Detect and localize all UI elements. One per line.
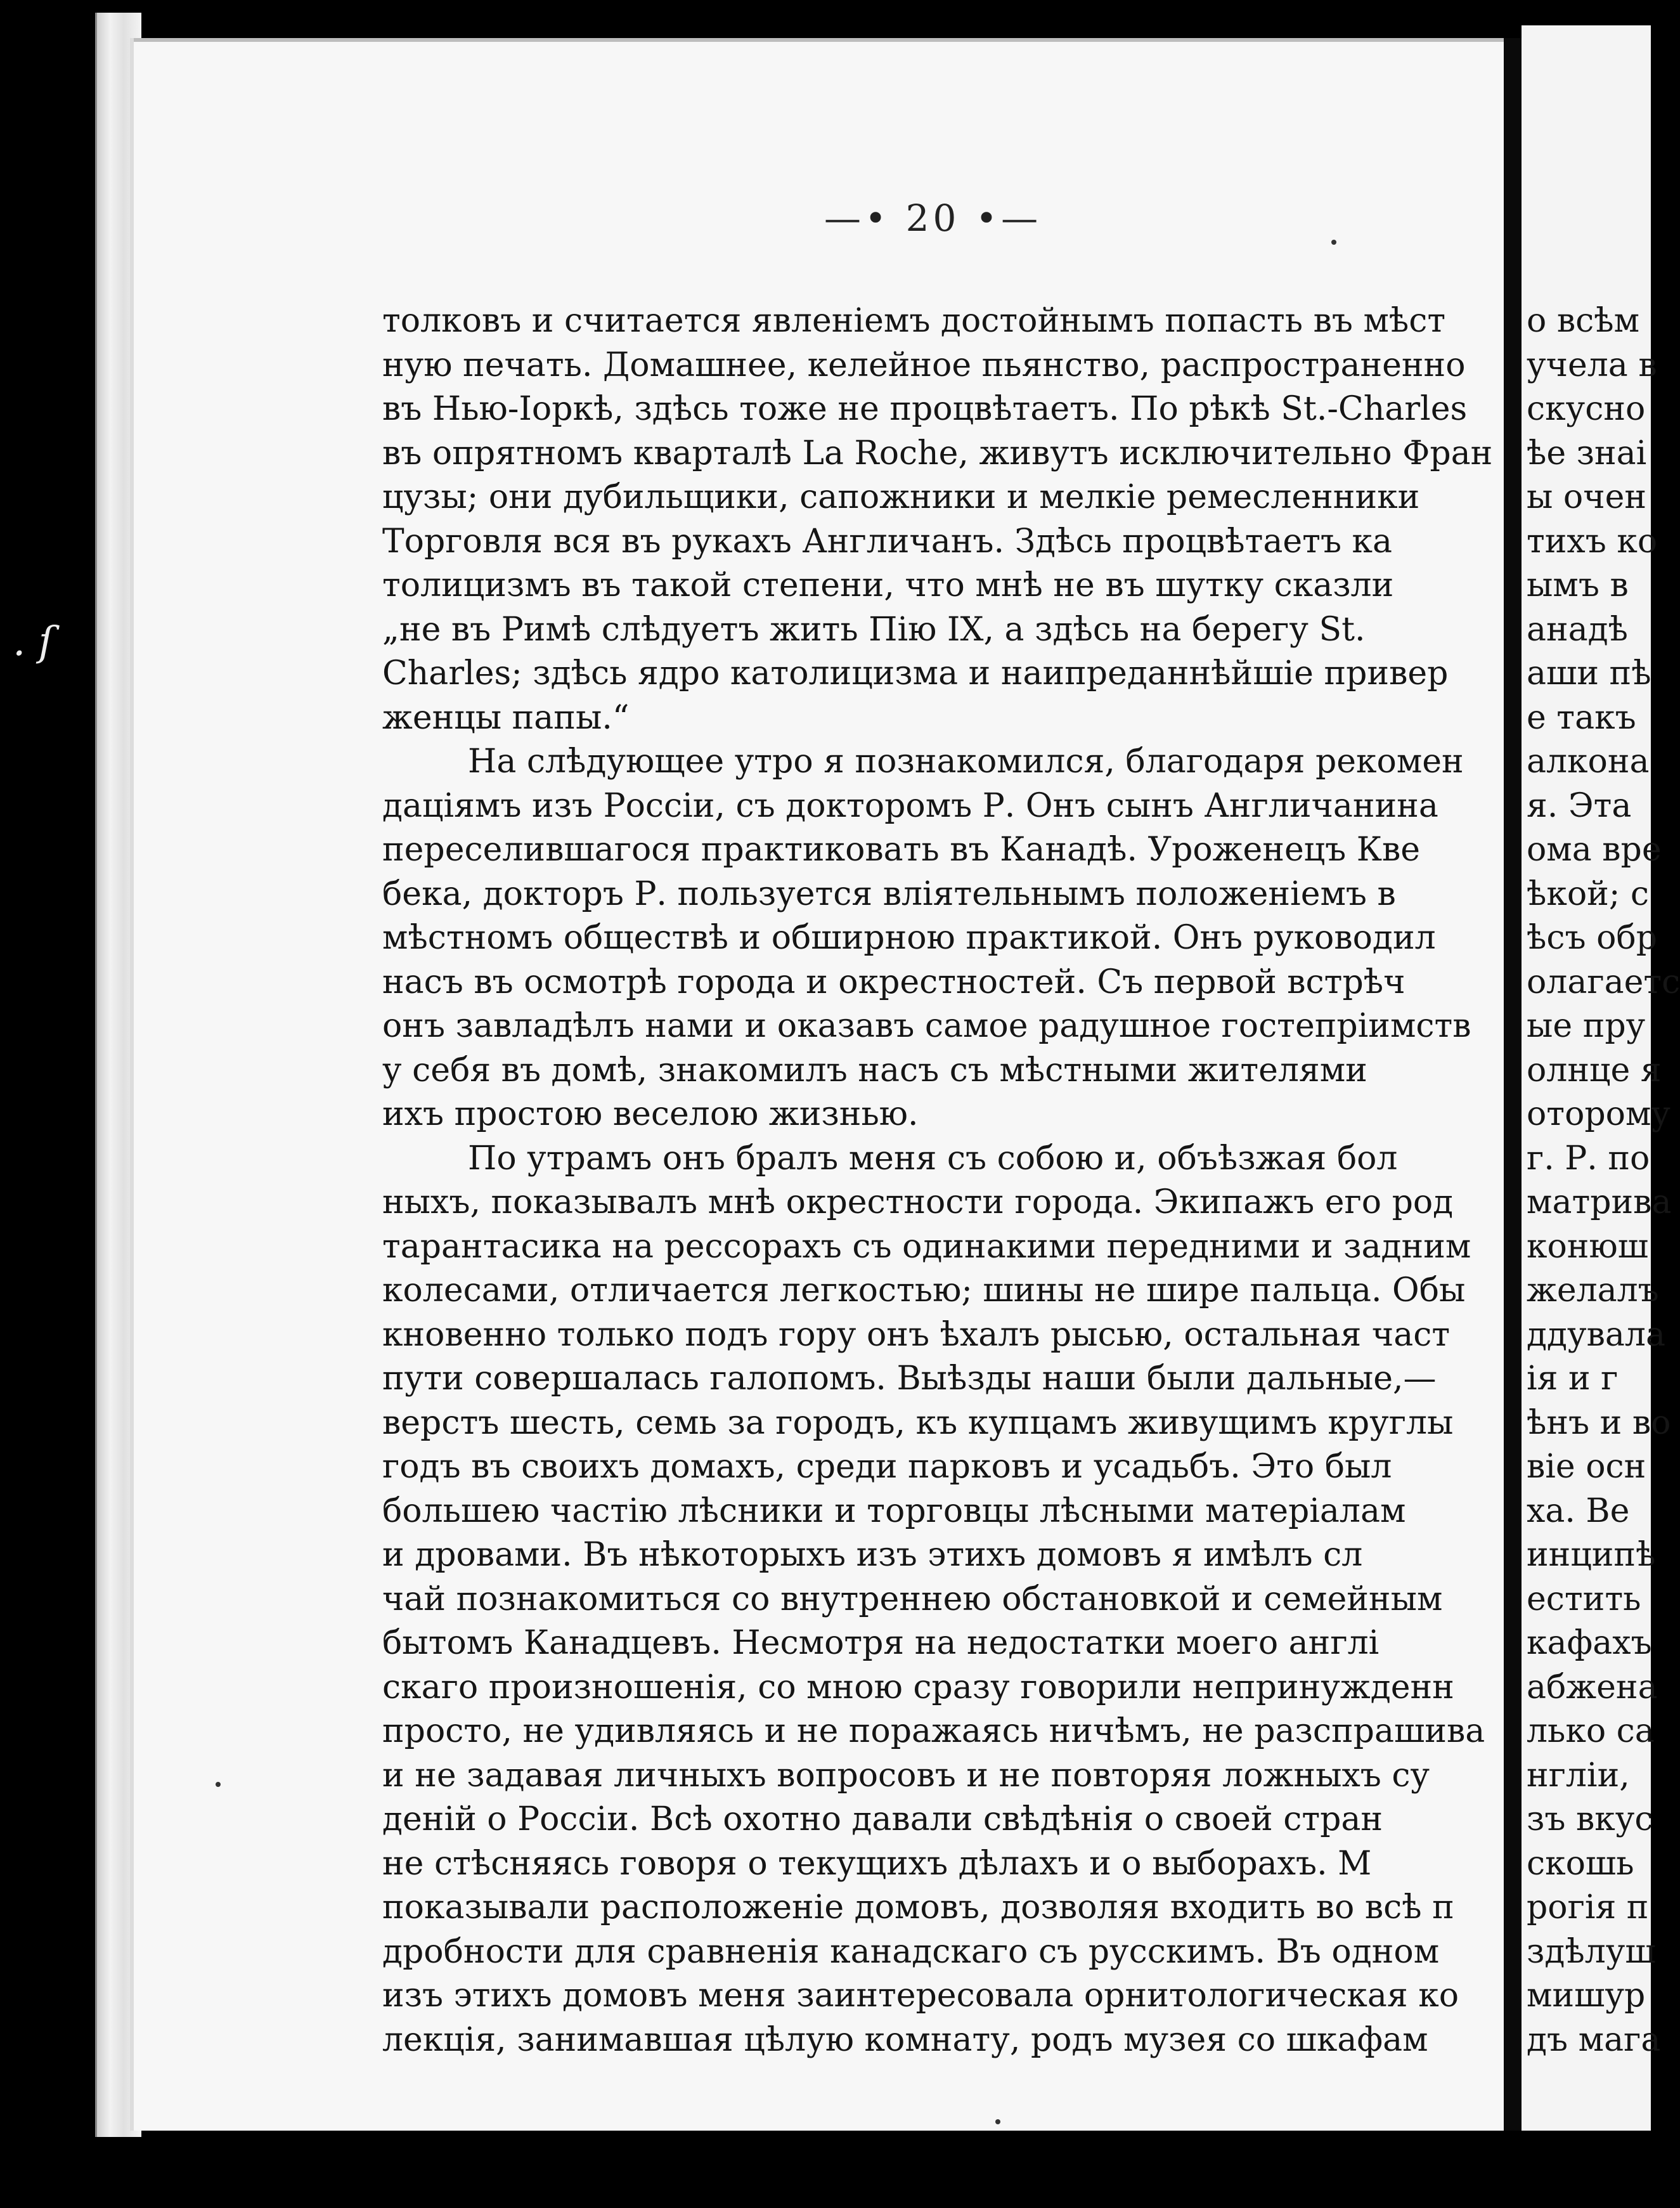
facing-text-line: віе осн: [1527, 1448, 1646, 1486]
text-line: въ Нью-Іоркѣ, здѣсь тоже не процвѣтаетъ. По рѣкѣ St.-Charles: [382, 390, 1468, 428]
text-line: въ опрятномъ кварталѣ La Roche, живутъ исключительно Фран: [382, 434, 1493, 472]
text-line: даціямъ изъ Россіи, съ докторомъ Р. Онъ сынъ Англичанина: [382, 786, 1438, 825]
facing-text-line: ія и г: [1527, 1360, 1619, 1398]
facing-text-line: о всѣм: [1527, 302, 1640, 340]
facing-text-line: тихъ ко: [1527, 522, 1658, 561]
facing-text-line: конюш: [1527, 1227, 1649, 1266]
facing-text-line: ѣнъ и во: [1527, 1403, 1671, 1442]
text-line: изъ этихъ домовъ меня заинтересовала орнитологическая ко: [382, 1977, 1459, 2015]
facing-text-line: ы очен: [1527, 478, 1647, 516]
text-line: тарантасика на рессорахъ съ одинакими передними и задним: [382, 1227, 1471, 1266]
text-line: чай познакомиться со внутреннею обстановкой и семейным: [382, 1580, 1443, 1618]
text-line: дробности для сравненія канадскаго съ русскимъ. Въ одном: [382, 1932, 1440, 1971]
facing-text-line: ѣсъ обр: [1527, 919, 1657, 957]
text-line: годъ въ своихъ домахъ, среди парковъ и усадьбъ. Это был: [382, 1448, 1392, 1486]
text-line: и не задавая личныхъ вопросовъ и не повторяя ложныхъ су: [382, 1756, 1430, 1795]
text-line: деній о Россіи. Всѣ охотно давали свѣдѣнія о своей стран: [382, 1800, 1383, 1838]
facing-text-line: дъ мага: [1527, 2020, 1661, 2059]
facing-text-line: учела в: [1527, 346, 1657, 384]
facing-text-line: естить: [1527, 1580, 1641, 1618]
text-line: цузы; они дубильщики, сапожники и мелкіе ремесленники: [382, 478, 1420, 516]
page-number-header: [824, 197, 1042, 240]
facing-text-line: ѣе знаі: [1527, 434, 1647, 472]
text-line: ихъ простою веселою жизнью.: [382, 1095, 919, 1133]
margin-mark: . ſ: [13, 618, 54, 665]
page-number-ornament-left: —•: [824, 197, 891, 240]
text-line: переселившагося практиковать въ Канадѣ. Уроженецъ Кве: [382, 831, 1421, 869]
facing-text-line: анадѣ: [1527, 610, 1629, 649]
text-line: бытомъ Канадцевъ. Несмотря на недостатки моего англі: [382, 1624, 1380, 1662]
text-line: лекція, занимавшая цѣлую комнату, родъ музея со шкафам: [382, 2020, 1428, 2059]
facing-page: [1522, 25, 1680, 2131]
facing-text-line: лько са: [1527, 1712, 1655, 1750]
text-line: верстъ шесть, семь за городъ, къ купцамъ живущимъ круглы: [382, 1403, 1454, 1442]
facing-text-line: аши пѣ: [1527, 654, 1651, 692]
page-number-ornament-right: •—: [975, 197, 1042, 240]
text-line: женцы папы.“: [382, 698, 630, 737]
ink-speck: [216, 1782, 221, 1787]
facing-text-line: ымъ в: [1527, 566, 1629, 604]
facing-text-line: оторому: [1527, 1095, 1671, 1133]
facing-text-line: мишур: [1527, 1977, 1646, 2015]
ink-speck: [1331, 240, 1336, 245]
text-line: мѣстномъ обществѣ и обширною практикой. Онъ руководил: [382, 919, 1436, 957]
text-line: у себя въ домѣ, знакомилъ насъ съ мѣстными жителями: [382, 1051, 1367, 1089]
text-line: и дровами. Въ нѣкоторыхъ изъ этихъ домовъ я имѣлъ сл: [382, 1536, 1363, 1574]
facing-text-line: кафахъ: [1527, 1624, 1652, 1662]
facing-text-line: е такъ: [1527, 698, 1636, 737]
facing-text-line: олагаетс: [1527, 963, 1680, 1001]
facing-text-line: здѣлуш: [1527, 1932, 1656, 1971]
facing-text-line: я. Эта: [1527, 786, 1632, 825]
text-line: не стѣсняясь говоря о текущихъ дѣлахъ и о выборахъ. М: [382, 1844, 1372, 1883]
text-line: „не въ Римѣ слѣдуетъ жить Пію IX, а здѣсь на берегу St.: [382, 610, 1366, 649]
text-line: ную печать. Домашнее, келейное пьянство, распространенно: [382, 346, 1466, 384]
facing-text-line: ые пру: [1527, 1007, 1646, 1045]
text-line: На слѣдующее утро я познакомился, благодаря рекомен: [468, 743, 1464, 781]
facing-text-line: скусно: [1527, 390, 1646, 428]
text-line: пути совершалась галопомъ. Выѣзды наши были дальные,—: [382, 1360, 1437, 1398]
text-line: онъ завладѣлъ нами и оказавъ самое радушное гостепріимств: [382, 1007, 1471, 1045]
book-gutter: [1504, 38, 1523, 2131]
facing-text-line: г. Р. по: [1527, 1139, 1650, 1178]
facing-text-line: олнце я: [1527, 1051, 1662, 1089]
text-line: показывали расположеніе домовъ, дозволяя входить во всѣ п: [382, 1888, 1454, 1926]
facing-text-line: ома вре: [1527, 831, 1662, 869]
facing-text-line: инципѣ: [1527, 1536, 1656, 1574]
facing-text-line: алкона: [1527, 743, 1650, 781]
text-line: Charles; здѣсь ядро католицизма и наипреданнѣйшіе привер: [382, 654, 1449, 692]
page-number: 20: [905, 197, 960, 240]
facing-text-line: ха. Ве: [1527, 1491, 1630, 1530]
text-line: просто, не удивляясь и не поражаясь ничѣмъ, не разспрашива: [382, 1712, 1485, 1750]
facing-text-line: матрива: [1527, 1183, 1672, 1221]
text-line: скаго произношенія, со мною сразу говорили непринужденн: [382, 1668, 1454, 1706]
text-line: ныхъ, показывалъ мнѣ окрестности города. Экипажъ его род: [382, 1183, 1454, 1221]
body-text: [382, 299, 1504, 2062]
facing-text-line: абжена: [1527, 1668, 1658, 1706]
facing-text-line: зъ вкус: [1527, 1800, 1653, 1838]
facing-text-line: скошь: [1527, 1844, 1634, 1883]
text-line: толицизмъ въ такой степени, что мнѣ не въ шутку сказли: [382, 566, 1394, 604]
facing-page-text: [1527, 299, 1680, 2062]
text-line: насъ въ осмотрѣ города и окрестностей. Съ первой встрѣч: [382, 963, 1405, 1001]
ink-speck: [995, 2119, 1000, 2124]
text-line: Торговля вся въ рукахъ Англичанъ. Здѣсь процвѣтаетъ ка: [382, 522, 1393, 561]
text-line: кновенно только подъ гору онъ ѣхалъ рысью, остальная част: [382, 1315, 1451, 1354]
text-line: толковъ и считается явленіемъ достойнымъ попасть въ мѣст: [382, 302, 1446, 340]
text-line: По утрамъ онъ бралъ меня съ собою и, объѣзжая бол: [468, 1139, 1398, 1178]
text-line: большею частію лѣсники и торговцы лѣсными матеріалам: [382, 1491, 1406, 1530]
facing-text-line: ддувала: [1527, 1315, 1665, 1354]
text-line: бека, докторъ Р. пользуется вліятельнымъ положеніемъ в: [382, 874, 1396, 913]
facing-text-line: рогія п: [1527, 1888, 1649, 1926]
facing-text-line: желалъ: [1527, 1271, 1659, 1309]
facing-text-line: ѣкой; с: [1527, 874, 1649, 913]
text-line: колесами, отличается легкостью; шины не шире пальца. Обы: [382, 1271, 1466, 1309]
facing-text-line: нгліи,: [1527, 1756, 1630, 1795]
